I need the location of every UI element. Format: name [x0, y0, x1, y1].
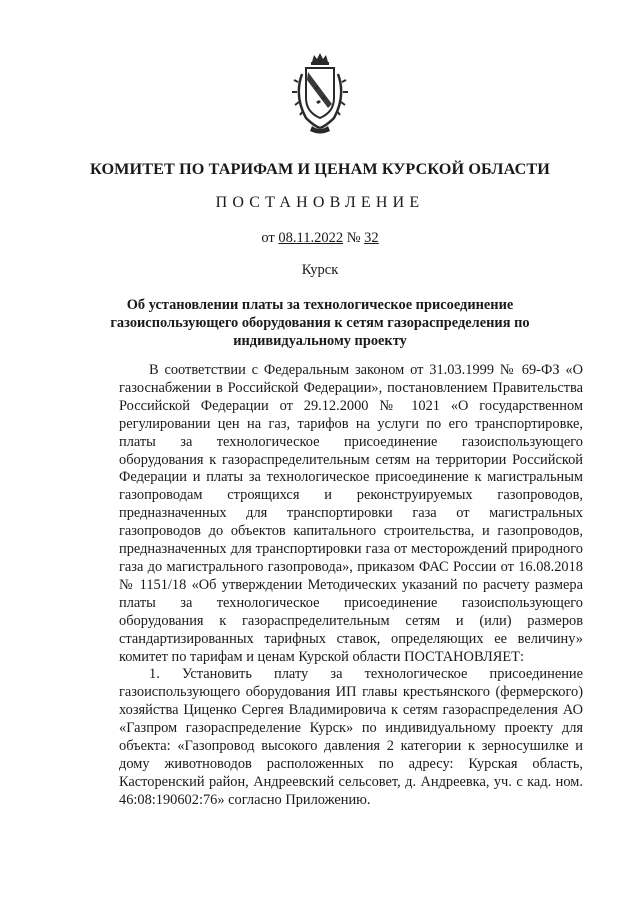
kursk-coat-of-arms-icon — [288, 52, 352, 134]
document-date: 08.11.2022 — [278, 230, 344, 246]
date-number-line — [0, 230, 640, 247]
preamble-paragraph: В соответствии с Федеральным законом от 31.03.1999 № 69-ФЗ «О газоснабжении в Российской Федерации», постановлением Правительства Российской Федерации от 29.12.2000 № 1021 «О государственном регулировании цен на газ, тарифов на услуги по его транспортировке, платы за технологическое присоединение газоиспользующего оборудования к газораспределительным сетям на территории Российской Федерации и платы за технологическое присоединение к магистральным газопроводам строящихся и реконструируемых газопроводов, предназначенных для транспортировки газа от магистральных газопроводов до объектов капитального строительства, и газопроводов, предназначенных для транспортировки газа от месторождений природного газа до магистрального газопровода», приказом ФАС России от 16.08.2018 № 1151/18 «Об утверждении Методических указаний по расчету размера платы за технологическое присоединение газоиспользующего оборудования к газораспределительным сетям и (или) размеров стандартизированных тарифных ставок, определяющих ее величину» комитет по тарифам и ценам Курской области ПОСТАНОВЛЯЕТ: — [119, 362, 583, 665]
date-prefix: от — [261, 230, 279, 246]
organization-title: КОМИТЕТ ПО ТАРИФАМ И ЦЕНАМ КУРСКОЙ ОБЛАСТИ — [90, 160, 550, 178]
document-subject: Об установлении платы за технологическое присоединение газоиспользующего оборудования к сетям газораспределения по индивидуальному проекту — [110, 297, 530, 349]
document-body — [119, 362, 583, 810]
city: Курск — [301, 262, 339, 278]
document-number: 32 — [364, 230, 379, 246]
number-sign: № — [343, 230, 365, 246]
document-type: ПОСТАНОВЛЕНИЕ — [215, 194, 425, 211]
item-1-paragraph: 1. Установить плату за технологическое присоединение газоиспользующего оборудования ИП главы крестьянского (фермерского) хозяйства Циценко Сергея Владимировича к сетям газораспределения АО «Газпром газораспределение Курск» по индивидуальному проекту для объекта: «Газопровод высокого давления 2 категории к зерносушилке и дому животноводов расположенных по адресу: Курская область, Касторенский район, Андреевский сельсовет, д. Андреевка, уч. с кад. ном. 46:08:190602:76» согласно Приложению. — [119, 666, 583, 808]
